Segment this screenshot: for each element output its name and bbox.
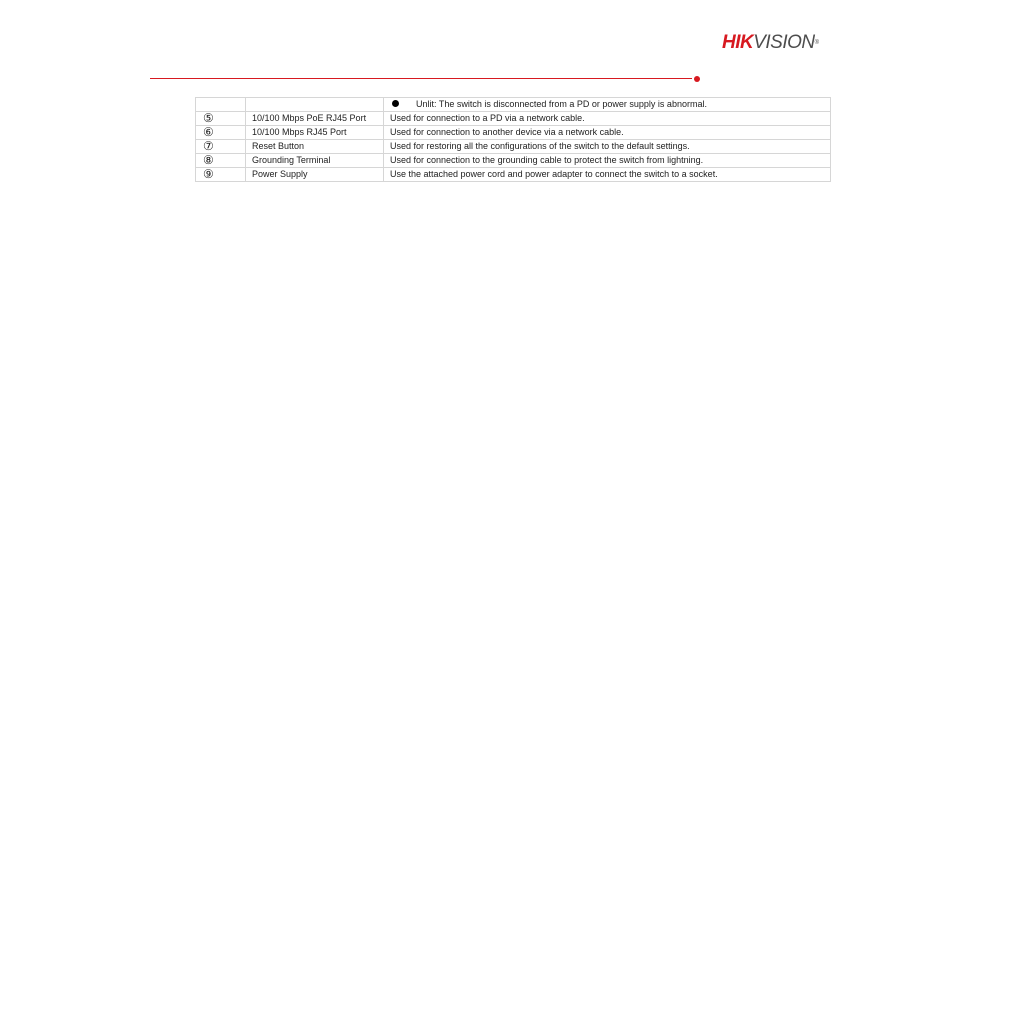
- bullet-icon: [392, 100, 399, 107]
- row-description: [384, 98, 831, 112]
- header-divider-dot: [694, 76, 700, 82]
- row-component-name: [246, 98, 384, 112]
- row-number: ⑧: [196, 154, 246, 168]
- row-component-name: 10/100 Mbps RJ45 Port: [246, 126, 384, 140]
- table-row: [196, 98, 831, 112]
- table-row: [196, 126, 831, 140]
- table-row: [196, 168, 831, 182]
- row-component-name: Reset Button: [246, 140, 384, 154]
- row-component-name: Grounding Terminal: [246, 154, 384, 168]
- logo-text-hik: HIK: [722, 32, 754, 53]
- hikvision-logo: [722, 33, 819, 53]
- row-number: ⑨: [196, 168, 246, 182]
- row-description: Used for connection to another device via a network cable.: [384, 126, 831, 140]
- row-number: ⑥: [196, 126, 246, 140]
- row-component-name: Power Supply: [246, 168, 384, 182]
- row-description-text: Unlit: The switch is disconnected from a PD or power supply is abnormal.: [416, 99, 707, 109]
- table-row: [196, 112, 831, 126]
- row-description: Use the attached power cord and power adapter to connect the switch to a socket.: [384, 168, 831, 182]
- table-row: [196, 154, 831, 168]
- logo-text-vision: VISION: [753, 32, 815, 53]
- row-description: Used for restoring all the configurations of the switch to the default settings.: [384, 140, 831, 154]
- header-divider-line: [150, 78, 692, 79]
- logo-registered-mark: ®: [814, 40, 819, 46]
- row-number: [196, 98, 246, 112]
- row-description: Used for connection to a PD via a network cable.: [384, 112, 831, 126]
- component-description-table: [195, 97, 831, 182]
- row-description: Used for connection to the grounding cable to protect the switch from lightning.: [384, 154, 831, 168]
- table-row: [196, 140, 831, 154]
- row-component-name: 10/100 Mbps PoE RJ45 Port: [246, 112, 384, 126]
- row-number: ⑦: [196, 140, 246, 154]
- row-number: ⑤: [196, 112, 246, 126]
